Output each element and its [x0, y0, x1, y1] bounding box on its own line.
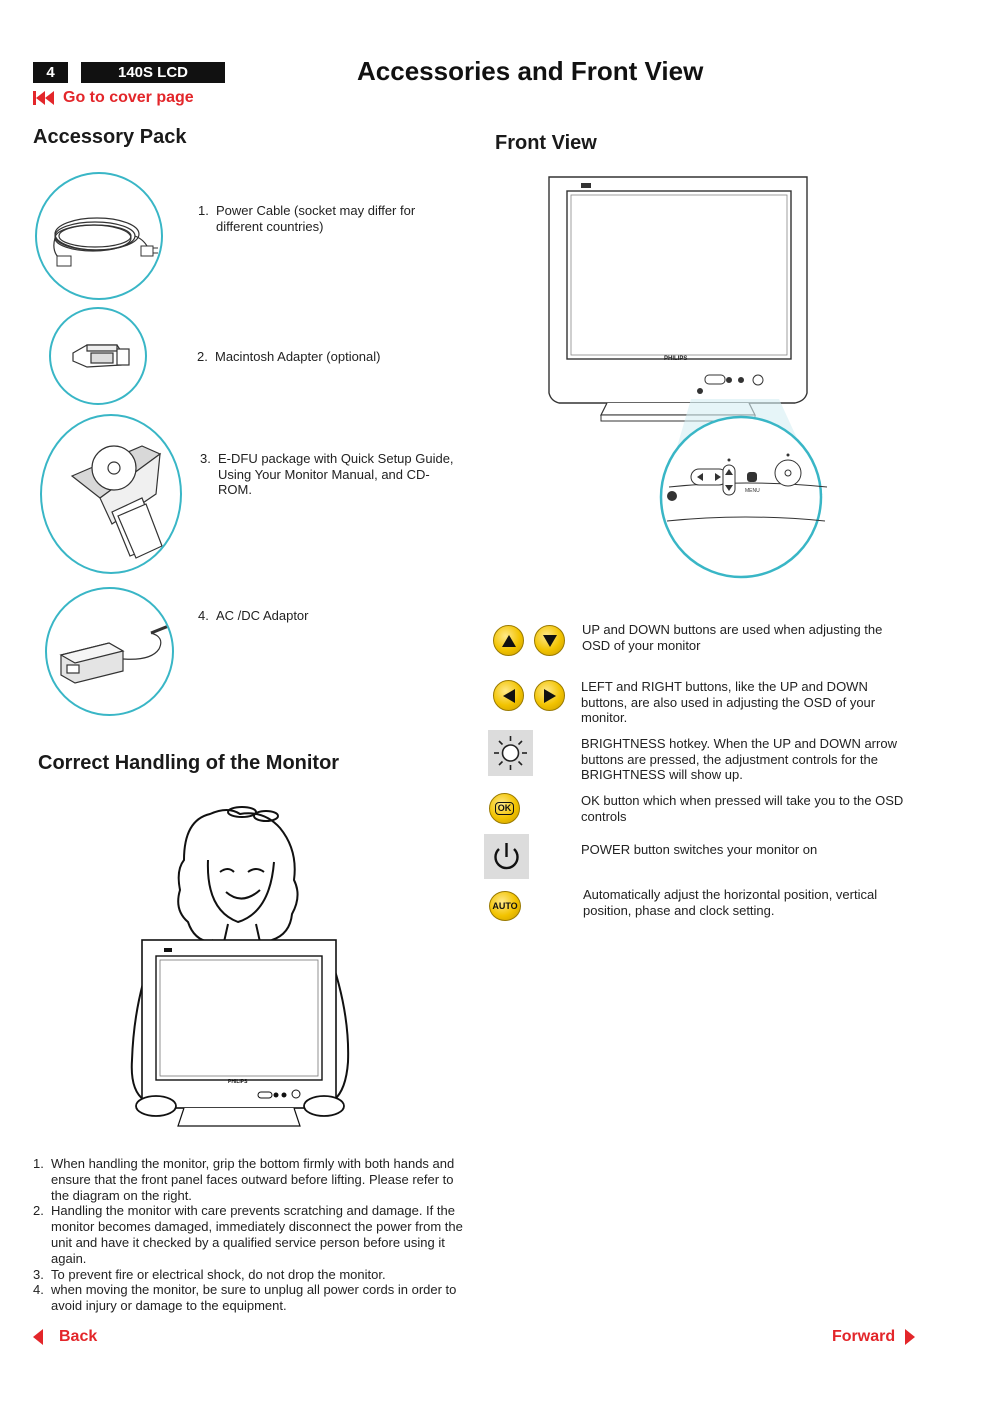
accessory-pack-heading: Accessory Pack [33, 126, 187, 148]
acdc-adaptor-image [45, 587, 174, 716]
handling-list [33, 1156, 473, 1314]
power-description: POWER button switches your monitor on [581, 842, 818, 857]
back-link[interactable] [33, 1328, 97, 1346]
edfu-package-image [40, 414, 182, 574]
mac-adapter-image [49, 307, 147, 405]
ok-icon-label: OK [495, 802, 515, 815]
accessory-item-1: 1. Power Cable (socket may differ for different countries) [198, 203, 416, 234]
up-down-description: UP and DOWN buttons are used when adjusting the OSD of your monitor [582, 622, 883, 653]
auto-icon-label: AUTO [492, 901, 518, 911]
brightness-description: BRIGHTNESS hotkey. When the UP and DOWN arrow buttons are pressed, the adjustment controls for the BRIGHTNESS will show up. [581, 736, 897, 782]
ok-description: OK button which when pressed will take you to the OSD controls [581, 793, 904, 824]
handling-item-1: 1. When handling the monitor, grip the bottom firmly with both hands and ensure that the front panel faces outward before lifting. Please refer to the diagram on the right. [33, 1156, 455, 1203]
first-page-icon [33, 91, 55, 105]
left-arrow-icon [493, 680, 524, 711]
power-icon [484, 834, 529, 879]
back-arrow-icon [33, 1329, 43, 1345]
front-view-heading: Front View [495, 132, 597, 154]
handling-monitor-brand: PHILIPS [228, 1079, 248, 1085]
handling-item-3: 3. To prevent fire or electrical shock, do not drop the monitor. [33, 1266, 386, 1282]
power-adaptor-icon [47, 589, 172, 714]
monitor-menu-label: MENU [745, 488, 760, 494]
forward-arrow-icon [905, 1329, 915, 1345]
page-number: 4 [33, 62, 68, 83]
forward-link[interactable] [832, 1328, 915, 1346]
back-label: Back [59, 1328, 98, 1345]
handling-illustration [124, 800, 360, 1134]
accessory-item-3: 3. E-DFU package with Quick Setup Guide, Using Your Monitor Manual, and CD-ROM. [200, 451, 454, 497]
go-to-cover-link[interactable] [33, 89, 194, 107]
cover-link-label: Go to cover page [63, 89, 194, 106]
handling-heading: Correct Handling of the Monitor [38, 752, 340, 774]
handling-item-4: 4. when moving the monitor, be sure to unplug all power cords in order to avoid injury or damage to the equipment. [33, 1282, 457, 1314]
monitor-front-diagram [545, 175, 835, 580]
brightness-icon [488, 730, 533, 776]
auto-icon [489, 891, 521, 921]
handling-item-2: 2. Handling the monitor with care prevents scratching and damage. If the monitor becomes damaged, immediately disconnect the power from the unit and have it checked by a qualified service person before using it again. [33, 1203, 463, 1266]
cd-manual-icon [42, 416, 180, 572]
model-label: 140S LCD [81, 62, 225, 83]
ok-icon [489, 793, 520, 824]
left-right-description: LEFT and RIGHT buttons, like the UP and DOWN buttons, are also used in adjusting the OSD of your monitor. [581, 679, 876, 725]
monitor-brand-label: PHILIPS [664, 356, 688, 362]
page-title: Accessories and Front View [357, 56, 704, 86]
power-cable-image [35, 172, 163, 300]
up-arrow-icon [493, 625, 524, 656]
auto-description: Automatically adjust the horizontal position, vertical position, phase and clock setting. [583, 887, 878, 918]
forward-label: Forward [832, 1328, 896, 1345]
mac-adapter-icon [51, 309, 145, 403]
power-cable-icon [37, 174, 161, 298]
accessory-item-2: 2. Macintosh Adapter (optional) [197, 349, 381, 364]
accessory-item-4: 4. AC /DC Adaptor [198, 608, 309, 623]
right-arrow-icon [534, 680, 565, 711]
down-arrow-icon [534, 625, 565, 656]
